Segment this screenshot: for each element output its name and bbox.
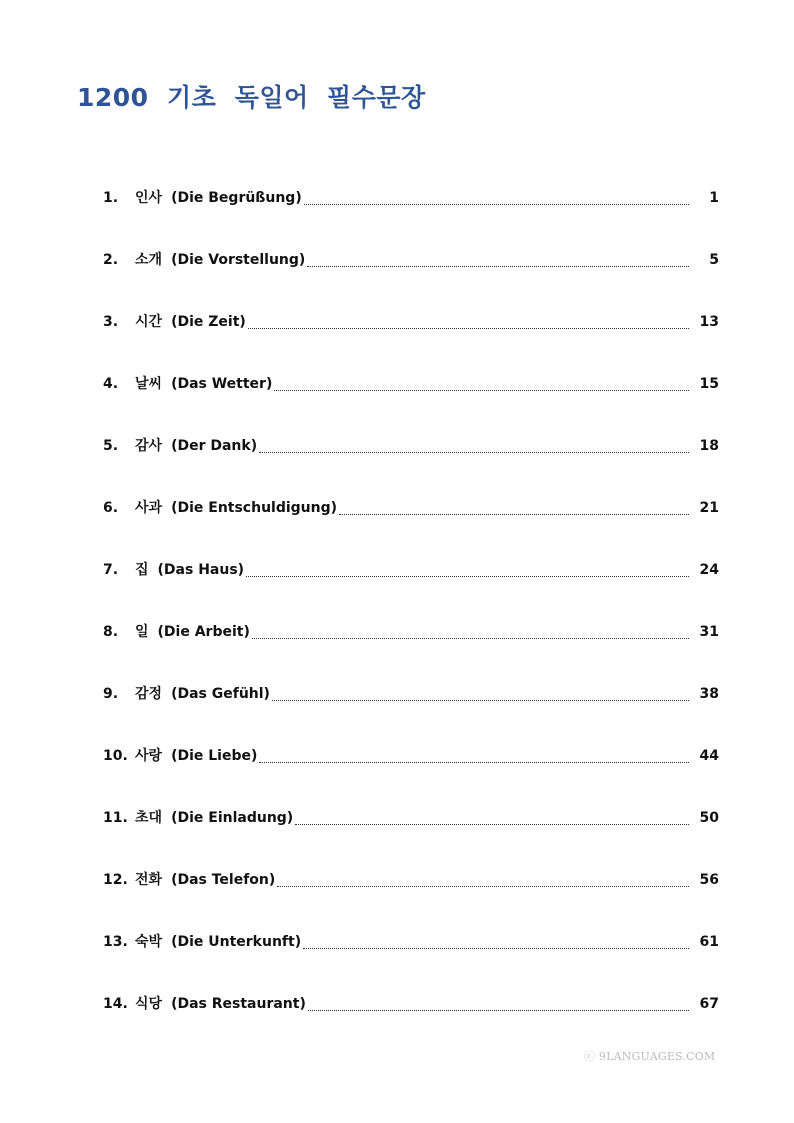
toc-entry-page-number: 5 — [709, 252, 719, 268]
toc-entry-page-number: 44 — [699, 748, 719, 764]
toc-entry-korean-title: 사과 — [135, 500, 163, 516]
toc-entry[interactable] — [103, 899, 719, 961]
toc-entry-german-title: (Die Unterkunft) — [171, 934, 302, 950]
toc-dot-leader — [259, 761, 689, 763]
toc-entry-korean-title: 집 — [135, 562, 149, 578]
toc-entry-korean-title: 식당 — [135, 996, 163, 1012]
toc-dot-leader — [274, 389, 689, 391]
toc-entry-page-number: 13 — [699, 314, 719, 330]
toc-dot-leader — [259, 451, 689, 453]
toc-entry-page-number: 18 — [699, 438, 719, 454]
toc-entry-number: 2. — [103, 252, 119, 268]
toc-dot-leader — [248, 327, 689, 329]
toc-entry[interactable] — [103, 217, 719, 279]
toc-dot-leader — [303, 947, 689, 949]
toc-dot-leader — [272, 699, 689, 701]
toc-dot-leader — [304, 203, 689, 205]
toc-entry-german-title: (Das Restaurant) — [171, 996, 306, 1012]
toc-entry[interactable] — [103, 713, 719, 775]
toc-entry-german-title: (Der Dank) — [171, 438, 258, 454]
toc-entry-german-title: (Das Gefühl) — [171, 686, 270, 702]
toc-entry-korean-title: 날씨 — [135, 376, 163, 392]
toc-entry[interactable] — [103, 155, 719, 217]
toc-entry[interactable] — [103, 279, 719, 341]
toc-entry-number: 4. — [103, 376, 119, 392]
toc-entry-number: 8. — [103, 624, 119, 640]
toc-entry-korean-title: 감정 — [135, 686, 163, 702]
toc-entry[interactable] — [103, 775, 719, 837]
toc-entry-korean-title: 일 — [135, 624, 149, 640]
toc-entry-page-number: 61 — [699, 934, 719, 950]
toc-entry-korean-title: 소개 — [135, 252, 163, 268]
document-title: 1200 기초 독일어 필수문장 — [77, 83, 426, 112]
toc-entry-german-title: (Die Entschuldigung) — [171, 500, 338, 516]
toc-entry-german-title: (Die Vorstellung) — [171, 252, 306, 268]
toc-entry-korean-title: 전화 — [135, 872, 163, 888]
toc-entry-page-number: 1 — [709, 190, 719, 206]
toc-entry-number: 11. — [103, 810, 128, 826]
toc-dot-leader — [339, 513, 689, 515]
toc-entry[interactable] — [103, 527, 719, 589]
table-of-contents — [103, 155, 719, 1023]
toc-entry-german-title: (Das Telefon) — [171, 872, 276, 888]
toc-entry-page-number: 31 — [699, 624, 719, 640]
copyright-footer: ⓒ 9LANGUAGES.COM — [584, 1050, 716, 1063]
toc-entry[interactable] — [103, 465, 719, 527]
toc-entry-number: 3. — [103, 314, 119, 330]
toc-entry-korean-title: 초대 — [135, 810, 163, 826]
toc-entry-page-number: 67 — [699, 996, 719, 1012]
toc-entry[interactable] — [103, 341, 719, 403]
toc-entry-korean-title: 시간 — [135, 314, 163, 330]
toc-entry-german-title: (Das Haus) — [157, 562, 245, 578]
toc-entry-german-title: (Die Einladung) — [171, 810, 294, 826]
toc-entry-number: 5. — [103, 438, 119, 454]
toc-entry[interactable] — [103, 589, 719, 651]
toc-entry-korean-title: 감사 — [135, 438, 163, 454]
toc-entry-page-number: 15 — [699, 376, 719, 392]
toc-entry-page-number: 24 — [699, 562, 719, 578]
toc-entry[interactable] — [103, 837, 719, 899]
toc-entry[interactable] — [103, 961, 719, 1023]
toc-entry-page-number: 38 — [699, 686, 719, 702]
toc-entry[interactable] — [103, 651, 719, 713]
toc-entry-number: 10. — [103, 748, 128, 764]
toc-entry-korean-title: 숙박 — [135, 934, 163, 950]
toc-entry-german-title: (Die Zeit) — [171, 314, 246, 330]
toc-dot-leader — [307, 265, 689, 267]
toc-dot-leader — [246, 575, 689, 577]
toc-entry-korean-title: 인사 — [135, 190, 163, 206]
toc-entry-german-title: (Die Liebe) — [171, 748, 258, 764]
toc-dot-leader — [295, 823, 689, 825]
toc-dot-leader — [277, 885, 689, 887]
toc-entry[interactable] — [103, 403, 719, 465]
toc-entry-number: 9. — [103, 686, 119, 702]
toc-entry-german-title: (Das Wetter) — [171, 376, 273, 392]
toc-entry-german-title: (Die Begrüßung) — [171, 190, 302, 206]
toc-entry-korean-title: 사랑 — [135, 748, 163, 764]
toc-entry-number: 7. — [103, 562, 119, 578]
toc-dot-leader — [252, 637, 689, 639]
toc-entry-number: 6. — [103, 500, 119, 516]
toc-entry-page-number: 56 — [699, 872, 719, 888]
toc-entry-page-number: 21 — [699, 500, 719, 516]
toc-dot-leader — [308, 1009, 689, 1011]
toc-entry-number: 12. — [103, 872, 128, 888]
toc-entry-number: 13. — [103, 934, 128, 950]
toc-entry-german-title: (Die Arbeit) — [157, 624, 250, 640]
toc-entry-number: 1. — [103, 190, 119, 206]
toc-entry-number: 14. — [103, 996, 128, 1012]
toc-entry-page-number: 50 — [699, 810, 719, 826]
